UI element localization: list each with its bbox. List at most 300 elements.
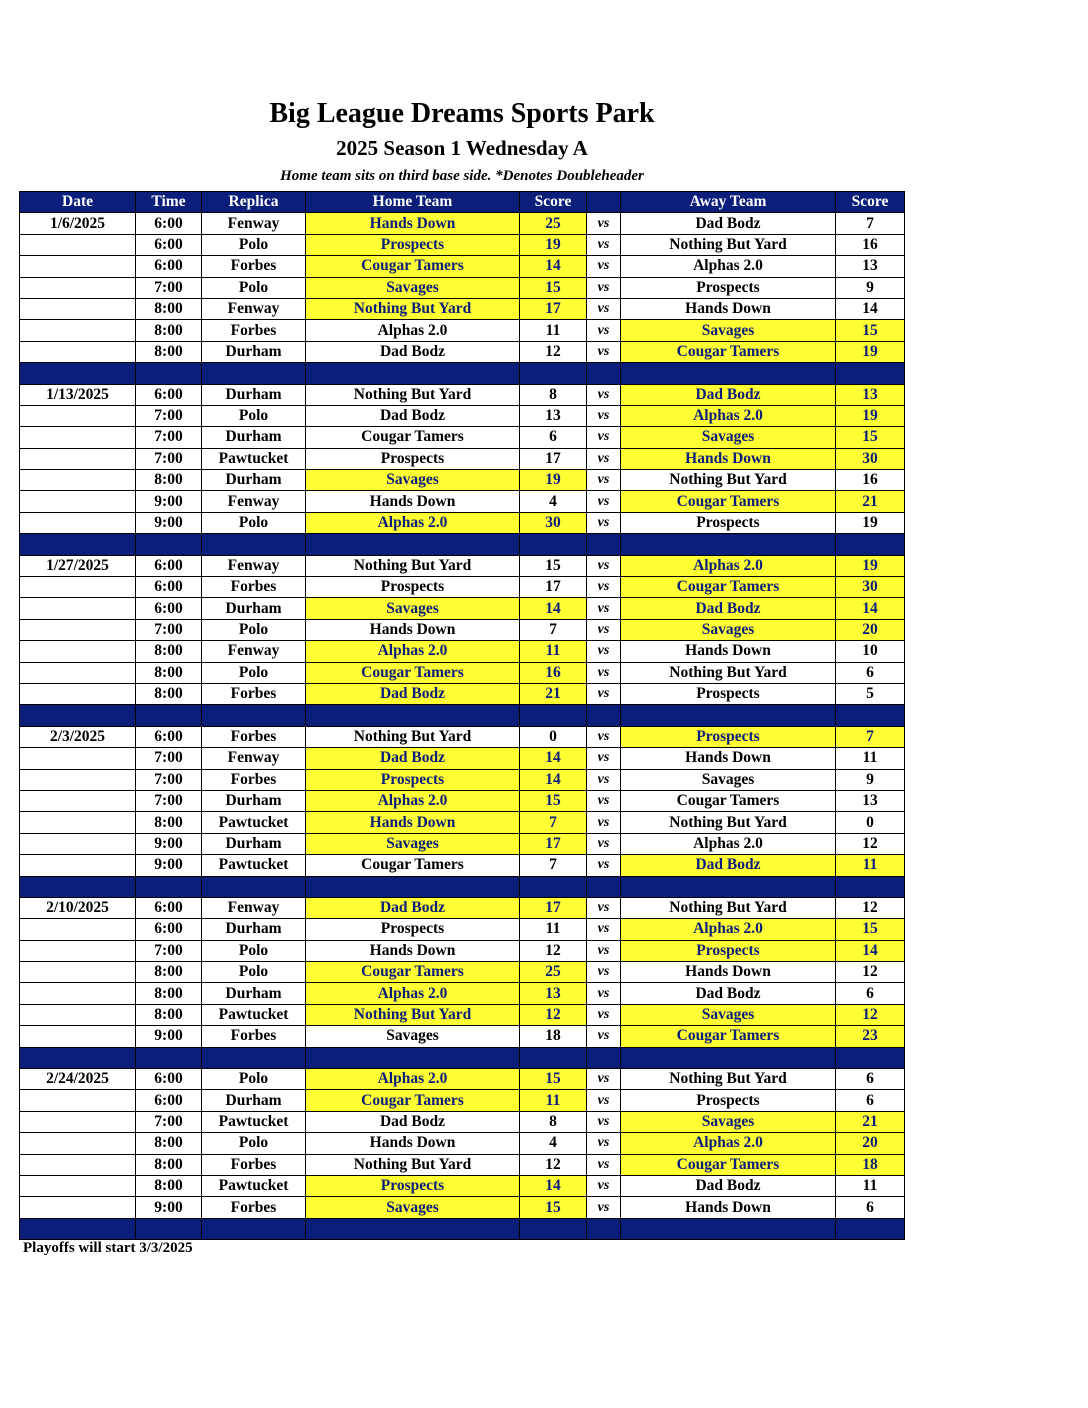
- cell-home-score: 12: [520, 1154, 587, 1175]
- header-replica: Replica: [202, 192, 306, 213]
- separator-cell: [136, 1047, 202, 1068]
- cell-vs: vs: [587, 919, 621, 940]
- cell-replica: Polo: [202, 940, 306, 961]
- cell-away-score: 10: [836, 641, 905, 662]
- cell-away-team: Dad Bodz: [621, 855, 836, 876]
- cell-home-team: Alphas 2.0: [306, 1069, 520, 1090]
- cell-replica: Durham: [202, 833, 306, 854]
- cell-replica: Polo: [202, 512, 306, 533]
- separator-cell: [202, 534, 306, 555]
- cell-vs: vs: [587, 577, 621, 598]
- cell-time: 6:00: [136, 598, 202, 619]
- separator-cell: [587, 876, 621, 897]
- separator-cell: [621, 534, 836, 555]
- cell-replica: Polo: [202, 405, 306, 426]
- separator-cell: [136, 363, 202, 384]
- cell-home-team: Savages: [306, 470, 520, 491]
- cell-replica: Forbes: [202, 726, 306, 747]
- cell-away-score: 7: [836, 213, 905, 234]
- cell-away-team: Savages: [621, 1004, 836, 1025]
- cell-home-team: Alphas 2.0: [306, 512, 520, 533]
- cell-home-team: Dad Bodz: [306, 683, 520, 704]
- table-row: [20, 320, 905, 341]
- cell-away-score: 16: [836, 470, 905, 491]
- cell-away-team: Alphas 2.0: [621, 833, 836, 854]
- cell-away-team: Prospects: [621, 277, 836, 298]
- cell-away-team: Dad Bodz: [621, 598, 836, 619]
- cell-date: [20, 812, 136, 833]
- cell-vs: vs: [587, 256, 621, 277]
- separator-cell: [202, 1047, 306, 1068]
- cell-home-team: Cougar Tamers: [306, 662, 520, 683]
- cell-date: [20, 1197, 136, 1218]
- cell-replica: Forbes: [202, 769, 306, 790]
- cell-home-score: 25: [520, 213, 587, 234]
- cell-time: 8:00: [136, 320, 202, 341]
- table-row: [20, 1090, 905, 1111]
- cell-away-team: Nothing But Yard: [621, 470, 836, 491]
- cell-replica: Forbes: [202, 256, 306, 277]
- cell-replica: Durham: [202, 384, 306, 405]
- table-row: [20, 598, 905, 619]
- cell-vs: vs: [587, 277, 621, 298]
- cell-vs: vs: [587, 897, 621, 918]
- separator-cell: [587, 1218, 621, 1239]
- cell-replica: Polo: [202, 962, 306, 983]
- cell-away-score: 18: [836, 1154, 905, 1175]
- cell-home-team: Cougar Tamers: [306, 427, 520, 448]
- cell-replica: Durham: [202, 598, 306, 619]
- cell-away-team: Nothing But Yard: [621, 662, 836, 683]
- separator-cell: [836, 1047, 905, 1068]
- cell-vs: vs: [587, 470, 621, 491]
- cell-time: 8:00: [136, 1133, 202, 1154]
- cell-replica: Polo: [202, 277, 306, 298]
- cell-home-team: Hands Down: [306, 491, 520, 512]
- cell-home-team: Hands Down: [306, 1133, 520, 1154]
- table-row: [20, 405, 905, 426]
- separator-cell: [836, 1218, 905, 1239]
- cell-vs: vs: [587, 512, 621, 533]
- cell-away-team: Cougar Tamers: [621, 790, 836, 811]
- cell-vs: vs: [587, 769, 621, 790]
- cell-home-score: 12: [520, 341, 587, 362]
- separator-cell: [20, 363, 136, 384]
- cell-home-score: 15: [520, 277, 587, 298]
- cell-time: 7:00: [136, 448, 202, 469]
- table-row: [20, 1004, 905, 1025]
- cell-date: [20, 1175, 136, 1196]
- cell-home-team: Hands Down: [306, 940, 520, 961]
- table-row: [20, 662, 905, 683]
- cell-away-team: Cougar Tamers: [621, 341, 836, 362]
- cell-date: [20, 983, 136, 1004]
- cell-vs: vs: [587, 341, 621, 362]
- cell-replica: Forbes: [202, 1197, 306, 1218]
- cell-replica: Durham: [202, 470, 306, 491]
- cell-date: 2/10/2025: [20, 897, 136, 918]
- cell-replica: Fenway: [202, 897, 306, 918]
- cell-vs: vs: [587, 298, 621, 319]
- cell-away-team: Hands Down: [621, 1197, 836, 1218]
- cell-away-score: 19: [836, 341, 905, 362]
- table-row: [20, 427, 905, 448]
- cell-vs: vs: [587, 662, 621, 683]
- separator-cell: [520, 534, 587, 555]
- cell-replica: Forbes: [202, 320, 306, 341]
- cell-home-score: 17: [520, 577, 587, 598]
- cell-home-team: Cougar Tamers: [306, 962, 520, 983]
- separator-cell: [20, 1218, 136, 1239]
- cell-home-score: 18: [520, 1026, 587, 1047]
- cell-time: 6:00: [136, 919, 202, 940]
- cell-home-team: Prospects: [306, 234, 520, 255]
- cell-home-score: 8: [520, 384, 587, 405]
- cell-away-team: Dad Bodz: [621, 983, 836, 1004]
- cell-vs: vs: [587, 405, 621, 426]
- cell-home-team: Prospects: [306, 577, 520, 598]
- cell-home-score: 11: [520, 320, 587, 341]
- cell-away-team: Dad Bodz: [621, 213, 836, 234]
- cell-vs: vs: [587, 1175, 621, 1196]
- separator-cell: [306, 1218, 520, 1239]
- cell-time: 7:00: [136, 277, 202, 298]
- cell-time: 6:00: [136, 256, 202, 277]
- table-row: [20, 641, 905, 662]
- schedule-note: Home team sits on third base side. *Denotes Doubleheader: [280, 168, 644, 184]
- cell-away-team: Nothing But Yard: [621, 897, 836, 918]
- cell-home-team: Dad Bodz: [306, 1111, 520, 1132]
- cell-date: [20, 298, 136, 319]
- cell-vs: vs: [587, 790, 621, 811]
- cell-home-score: 17: [520, 833, 587, 854]
- cell-home-team: Prospects: [306, 769, 520, 790]
- cell-time: 7:00: [136, 619, 202, 640]
- cell-vs: vs: [587, 940, 621, 961]
- cell-replica: Pawtucket: [202, 812, 306, 833]
- cell-away-score: 14: [836, 298, 905, 319]
- table-row: [20, 341, 905, 362]
- separator-cell: [621, 1047, 836, 1068]
- table-row: [20, 234, 905, 255]
- cell-vs: vs: [587, 726, 621, 747]
- cell-time: 6:00: [136, 897, 202, 918]
- cell-time: 7:00: [136, 790, 202, 811]
- week-separator-row: [20, 534, 905, 555]
- cell-home-score: 13: [520, 405, 587, 426]
- cell-away-score: 19: [836, 512, 905, 533]
- cell-time: 6:00: [136, 577, 202, 598]
- cell-date: [20, 769, 136, 790]
- cell-away-score: 14: [836, 598, 905, 619]
- table-row: [20, 919, 905, 940]
- cell-date: [20, 234, 136, 255]
- separator-cell: [520, 1047, 587, 1068]
- cell-home-score: 0: [520, 726, 587, 747]
- cell-home-score: 6: [520, 427, 587, 448]
- cell-away-team: Nothing But Yard: [621, 1069, 836, 1090]
- cell-vs: vs: [587, 748, 621, 769]
- cell-date: [20, 641, 136, 662]
- cell-away-score: 6: [836, 662, 905, 683]
- cell-away-score: 12: [836, 962, 905, 983]
- header-vs: [587, 192, 621, 213]
- cell-home-score: 8: [520, 1111, 587, 1132]
- cell-away-score: 20: [836, 619, 905, 640]
- cell-date: [20, 1154, 136, 1175]
- table-row: [20, 277, 905, 298]
- cell-date: [20, 790, 136, 811]
- cell-date: [20, 683, 136, 704]
- table-row: [20, 470, 905, 491]
- cell-date: 1/27/2025: [20, 555, 136, 576]
- cell-date: [20, 320, 136, 341]
- cell-home-team: Dad Bodz: [306, 748, 520, 769]
- cell-away-team: Alphas 2.0: [621, 256, 836, 277]
- cell-away-team: Hands Down: [621, 641, 836, 662]
- table-row: [20, 1111, 905, 1132]
- cell-away-team: Savages: [621, 427, 836, 448]
- cell-away-team: Cougar Tamers: [621, 577, 836, 598]
- cell-replica: Durham: [202, 341, 306, 362]
- cell-vs: vs: [587, 1090, 621, 1111]
- cell-vs: vs: [587, 1004, 621, 1025]
- cell-home-score: 14: [520, 1175, 587, 1196]
- cell-home-team: Prospects: [306, 1175, 520, 1196]
- cell-replica: Pawtucket: [202, 1111, 306, 1132]
- separator-cell: [587, 1047, 621, 1068]
- cell-time: 9:00: [136, 833, 202, 854]
- separator-cell: [621, 705, 836, 726]
- cell-time: 6:00: [136, 555, 202, 576]
- table-row: [20, 1069, 905, 1090]
- cell-away-score: 13: [836, 790, 905, 811]
- cell-replica: Durham: [202, 919, 306, 940]
- cell-away-team: Hands Down: [621, 962, 836, 983]
- table-row: [20, 555, 905, 576]
- cell-vs: vs: [587, 598, 621, 619]
- cell-vs: vs: [587, 384, 621, 405]
- cell-home-score: 16: [520, 662, 587, 683]
- cell-home-score: 4: [520, 1133, 587, 1154]
- cell-replica: Pawtucket: [202, 1004, 306, 1025]
- cell-away-score: 30: [836, 448, 905, 469]
- cell-away-score: 12: [836, 897, 905, 918]
- cell-away-score: 9: [836, 277, 905, 298]
- separator-cell: [136, 876, 202, 897]
- cell-vs: vs: [587, 683, 621, 704]
- cell-replica: Fenway: [202, 491, 306, 512]
- cell-date: [20, 962, 136, 983]
- cell-date: [20, 427, 136, 448]
- cell-date: [20, 577, 136, 598]
- separator-cell: [20, 705, 136, 726]
- table-row: [20, 256, 905, 277]
- cell-home-score: 11: [520, 919, 587, 940]
- cell-home-team: Dad Bodz: [306, 897, 520, 918]
- header-home-score: Score: [520, 192, 587, 213]
- cell-home-team: Savages: [306, 277, 520, 298]
- cell-home-score: 12: [520, 1004, 587, 1025]
- table-row: [20, 940, 905, 961]
- cell-vs: vs: [587, 1154, 621, 1175]
- cell-date: [20, 1111, 136, 1132]
- cell-replica: Pawtucket: [202, 448, 306, 469]
- cell-away-team: Hands Down: [621, 448, 836, 469]
- table-row: [20, 897, 905, 918]
- header-home-team: Home Team: [306, 192, 520, 213]
- cell-replica: Pawtucket: [202, 1175, 306, 1196]
- schedule-body: [20, 213, 905, 1240]
- table-row: [20, 748, 905, 769]
- cell-home-score: 17: [520, 448, 587, 469]
- cell-time: 7:00: [136, 427, 202, 448]
- cell-time: 8:00: [136, 983, 202, 1004]
- cell-time: 9:00: [136, 512, 202, 533]
- cell-date: [20, 256, 136, 277]
- table-row: [20, 790, 905, 811]
- cell-time: 6:00: [136, 234, 202, 255]
- cell-date: [20, 940, 136, 961]
- cell-home-score: 12: [520, 940, 587, 961]
- table-row: [20, 384, 905, 405]
- cell-time: 6:00: [136, 1090, 202, 1111]
- cell-home-score: 7: [520, 855, 587, 876]
- separator-cell: [202, 1218, 306, 1239]
- cell-replica: Durham: [202, 790, 306, 811]
- cell-home-team: Hands Down: [306, 812, 520, 833]
- cell-home-team: Nothing But Yard: [306, 726, 520, 747]
- cell-home-team: Nothing But Yard: [306, 298, 520, 319]
- cell-vs: vs: [587, 1197, 621, 1218]
- table-row: [20, 577, 905, 598]
- cell-date: [20, 470, 136, 491]
- cell-home-score: 14: [520, 598, 587, 619]
- cell-time: 8:00: [136, 341, 202, 362]
- cell-home-score: 21: [520, 683, 587, 704]
- cell-replica: Durham: [202, 983, 306, 1004]
- separator-cell: [20, 876, 136, 897]
- cell-away-team: Hands Down: [621, 748, 836, 769]
- separator-cell: [202, 876, 306, 897]
- cell-time: 8:00: [136, 298, 202, 319]
- cell-away-team: Prospects: [621, 940, 836, 961]
- table-row: [20, 962, 905, 983]
- cell-date: [20, 662, 136, 683]
- cell-time: 8:00: [136, 1175, 202, 1196]
- cell-vs: vs: [587, 1111, 621, 1132]
- cell-home-team: Nothing But Yard: [306, 1154, 520, 1175]
- cell-away-score: 11: [836, 855, 905, 876]
- cell-date: 1/6/2025: [20, 213, 136, 234]
- cell-away-score: 11: [836, 748, 905, 769]
- cell-vs: vs: [587, 234, 621, 255]
- cell-replica: Polo: [202, 234, 306, 255]
- cell-home-score: 30: [520, 512, 587, 533]
- cell-vs: vs: [587, 427, 621, 448]
- cell-date: [20, 748, 136, 769]
- separator-cell: [202, 705, 306, 726]
- cell-replica: Polo: [202, 1069, 306, 1090]
- cell-date: [20, 1026, 136, 1047]
- cell-home-team: Alphas 2.0: [306, 320, 520, 341]
- cell-home-score: 17: [520, 897, 587, 918]
- cell-away-score: 13: [836, 384, 905, 405]
- table-row: [20, 1154, 905, 1175]
- cell-home-team: Savages: [306, 598, 520, 619]
- table-row: [20, 983, 905, 1004]
- cell-home-score: 25: [520, 962, 587, 983]
- separator-cell: [621, 363, 836, 384]
- cell-time: 8:00: [136, 470, 202, 491]
- cell-replica: Fenway: [202, 748, 306, 769]
- cell-date: [20, 619, 136, 640]
- separator-cell: [306, 363, 520, 384]
- cell-vs: vs: [587, 855, 621, 876]
- cell-away-score: 6: [836, 1197, 905, 1218]
- cell-home-team: Nothing But Yard: [306, 555, 520, 576]
- cell-home-team: Alphas 2.0: [306, 641, 520, 662]
- cell-time: 6:00: [136, 1069, 202, 1090]
- header-away-team: Away Team: [621, 192, 836, 213]
- week-separator-row: [20, 705, 905, 726]
- cell-replica: Fenway: [202, 641, 306, 662]
- separator-cell: [520, 363, 587, 384]
- cell-away-score: 14: [836, 940, 905, 961]
- footer-note: Playoffs will start 3/3/2025: [23, 1240, 193, 1256]
- cell-home-score: 7: [520, 812, 587, 833]
- cell-away-score: 7: [836, 726, 905, 747]
- table-row: [20, 1175, 905, 1196]
- cell-time: 8:00: [136, 1154, 202, 1175]
- cell-away-team: Prospects: [621, 683, 836, 704]
- cell-date: 2/24/2025: [20, 1069, 136, 1090]
- cell-home-team: Savages: [306, 833, 520, 854]
- table-header-row: [20, 192, 905, 213]
- cell-vs: vs: [587, 812, 621, 833]
- cell-away-team: Dad Bodz: [621, 384, 836, 405]
- cell-home-team: Prospects: [306, 448, 520, 469]
- cell-away-score: 15: [836, 919, 905, 940]
- cell-away-team: Cougar Tamers: [621, 1026, 836, 1047]
- cell-date: [20, 448, 136, 469]
- separator-cell: [136, 1218, 202, 1239]
- cell-home-score: 14: [520, 748, 587, 769]
- cell-home-score: 14: [520, 256, 587, 277]
- cell-vs: vs: [587, 1026, 621, 1047]
- cell-away-team: Savages: [621, 769, 836, 790]
- separator-cell: [587, 534, 621, 555]
- cell-away-team: Nothing But Yard: [621, 234, 836, 255]
- cell-away-score: 12: [836, 1004, 905, 1025]
- separator-cell: [836, 363, 905, 384]
- cell-away-score: 16: [836, 234, 905, 255]
- cell-away-score: 13: [836, 256, 905, 277]
- cell-home-team: Cougar Tamers: [306, 256, 520, 277]
- week-separator-row: [20, 876, 905, 897]
- cell-home-score: 7: [520, 619, 587, 640]
- table-row: [20, 512, 905, 533]
- separator-cell: [836, 705, 905, 726]
- cell-date: [20, 341, 136, 362]
- cell-vs: vs: [587, 619, 621, 640]
- cell-time: 6:00: [136, 213, 202, 234]
- page-subtitle: 2025 Season 1 Wednesday A: [336, 136, 588, 160]
- table-row: [20, 726, 905, 747]
- cell-date: [20, 855, 136, 876]
- cell-away-score: 19: [836, 405, 905, 426]
- separator-cell: [836, 534, 905, 555]
